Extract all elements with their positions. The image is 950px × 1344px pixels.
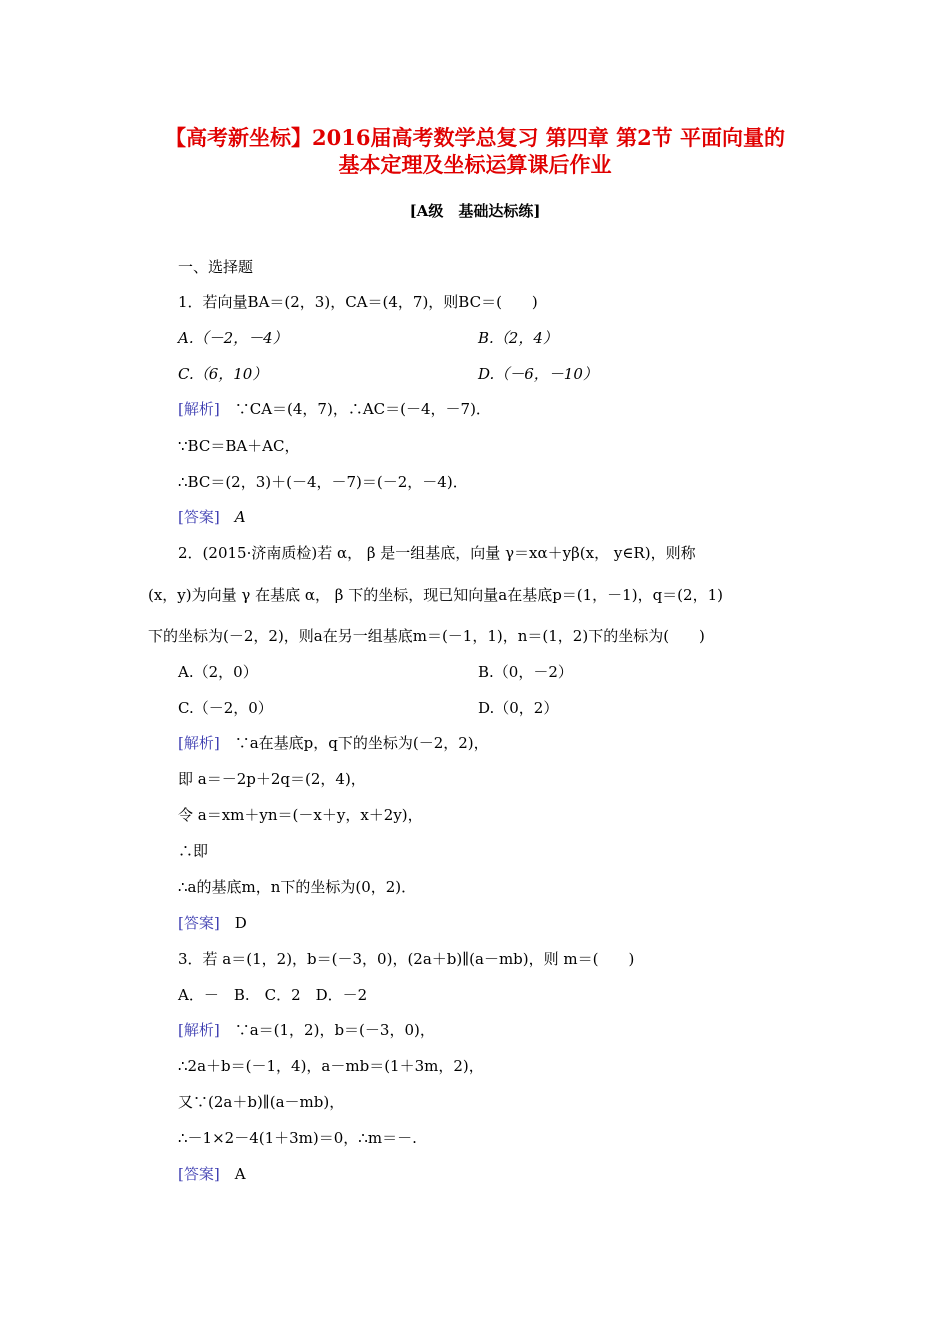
- q1-option-c: C.（6，10）: [178, 365, 268, 383]
- q3-analysis-row: [178, 1020, 435, 1040]
- document-title-line-2: 基本定理及坐标运算课后作业: [338, 152, 612, 177]
- q2-option-a: A.（2，0）: [178, 663, 258, 681]
- q1-analysis-2: ∵BC＝BA＋AC，: [178, 437, 300, 455]
- q2-analysis-row: [178, 733, 489, 753]
- q1-option-a: A.（－2，－4）: [178, 329, 288, 347]
- q3-analysis-tag: [解析]: [178, 1021, 220, 1039]
- q2-option-c: C.（－2，0）: [178, 699, 273, 717]
- q2-analysis-tag: [解析]: [178, 734, 220, 752]
- q3-analysis-1: ∵a＝(1，2)，b＝(－3，0)，: [219, 1021, 435, 1039]
- q1-answer-tag: [答案]: [178, 508, 220, 526]
- q2-stem-1: 2．(2015·济南质检)若 α， β 是一组基底，向量 γ＝xα＋yβ(x， y∈R)，则称: [178, 544, 696, 562]
- q2-analysis-3: 令 a＝xm＋yn＝(－x＋y，x＋2y)，: [178, 806, 423, 824]
- q2-analysis-2: 即 a＝－2p＋2q＝(2，4)，: [178, 770, 366, 788]
- q2-stem-2: (x，y)为向量 γ 在基底 α， β 下的坐标，现已知向量a在基底p＝(1，－1)，q＝(2，1): [148, 586, 723, 604]
- q2-option-b: B.（0，－2）: [478, 663, 573, 681]
- section-heading: 一、选择题: [178, 258, 254, 276]
- q3-analysis-3: 又∵(2a＋b)∥(a－mb)，: [178, 1093, 345, 1111]
- q1-option-d: D.（－6，－10）: [478, 365, 598, 383]
- q3-analysis-2: ∴2a＋b＝(－1，4)，a－mb＝(1＋3m，2)，: [178, 1057, 484, 1075]
- q3-answer-row: [178, 1164, 246, 1184]
- q1-analysis-1: ∵CA＝(4，7)，∴AC＝(－4，－7)．: [219, 400, 491, 418]
- q3-analysis-4: ∴－1×2－4(1＋3m)＝0，∴m＝－.: [178, 1129, 417, 1147]
- q1-stem: 1．若向量BA＝(2，3)，CA＝(4，7)，则BC＝( ): [178, 293, 538, 311]
- q1-analysis-3: ∴BC＝(2，3)＋(－4，－7)＝(－2，－4)．: [178, 473, 468, 491]
- q3-options: A．－ B. C．2 D．－2: [178, 986, 368, 1004]
- q3-answer-tag: [答案]: [178, 1165, 220, 1183]
- document-title-line-1: 【高考新坐标】2016届高考数学总复习 第四章 第2节 平面向量的: [165, 125, 785, 150]
- q2-answer-tag: [答案]: [178, 914, 220, 932]
- q1-option-b: B.（2，4）: [478, 329, 558, 347]
- level-label: [A级 基础达标练]: [409, 202, 541, 220]
- q2-answer-row: [178, 913, 247, 933]
- q1-answer: A: [219, 508, 246, 526]
- q2-analysis-5: ∴a的基底m，n下的坐标为(0，2)．: [178, 878, 417, 896]
- q2-answer: D: [219, 914, 247, 932]
- q3-answer: A: [219, 1165, 246, 1183]
- q1-analysis-tag: [解析]: [178, 400, 220, 418]
- q2-option-d: D.（0，2）: [478, 699, 559, 717]
- q2-analysis-1: ∵a在基底p，q下的坐标为(－2，2)，: [219, 734, 489, 752]
- q2-stem-3: 下的坐标为(－2，2)，则a在另一组基底m＝(－1，1)，n＝(1，2)下的坐标为( ): [148, 627, 705, 645]
- q1-answer-row: [178, 507, 246, 527]
- q1-analysis-row: [178, 399, 491, 419]
- q3-stem: 3．若 a＝(1，2)，b＝(－3，0)，(2a＋b)∥(a－mb)，则 m＝( ): [178, 950, 635, 968]
- q2-analysis-4: ∴即: [178, 842, 209, 860]
